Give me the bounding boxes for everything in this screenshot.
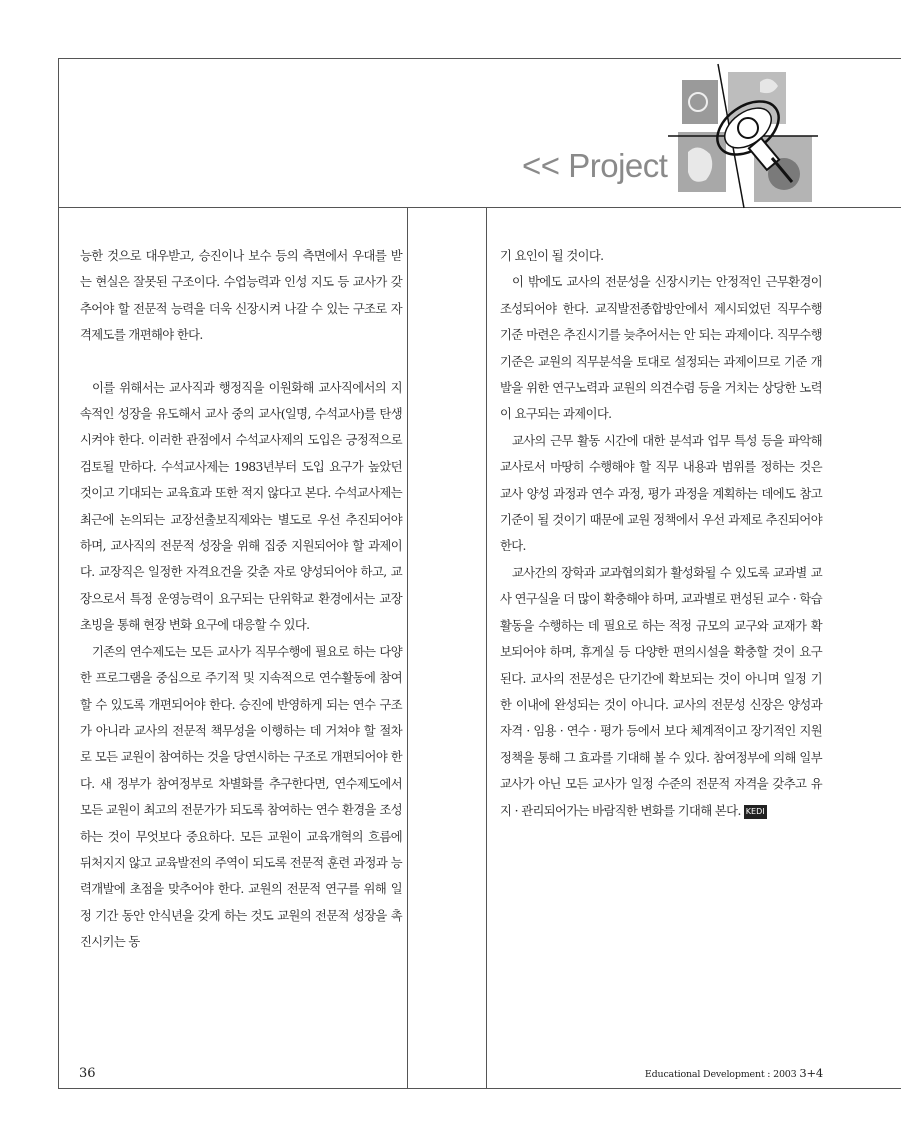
gutter-right-rule (486, 207, 487, 1089)
section-title: << Project (522, 147, 668, 184)
paragraph: 이를 위해서는 교사직과 행정직을 이원화해 교사직에서의 지속적인 성장을 유도해서 교사 중의 교사(일명, 수석교사)를 탄생시켜야 한다. 이러한 관점에서 수석교사제의 도입은 긍정적으로 검토될 만하다. 수석교사제는 1983년부터 도입 요구가 높았던 것이고 기대되는 교육효과 또한 적지 않다고 본다. 수석교사제는 최근에 논의되는 교장선출보직제와는 별도로 우선 추진되어야 하며, 교사직의 전문적 성장을 위해 집중 지원되어야 할 과제이다. 교장직은 일정한 자격요건을 갖춘 자로 양성되어야 하고, 교장으로서 특정 운영능력이 요구되는 단위학교 환경에서는 교장 초빙을 통해 현장 변화 요구에 대응할 수 있다. (80, 380, 402, 633)
left-column (80, 243, 402, 956)
gutter-left-rule (407, 207, 408, 1089)
right-column (500, 243, 822, 824)
page-number: 36 (79, 1066, 96, 1081)
paragraph: 기존의 연수제도는 모든 교사가 직무수행에 필요로 하는 다양한 프로그램을 중심으로 주기적 및 지속적으로 연수활동에 참여할 수 있도록 개편되어야 한다. 승진에 반영하게 되는 연수 구조가 아니라 교사의 전문적 책무성을 이행하는 데 거쳐야 할 절차로 모든 교원이 참여하는 것을 당연시하는 구조로 개편되어야 한다. 새 정부가 참여정부로 차별화를 추구한다면, 연수제도에서 모든 교원이 최고의 전문가가 되도록 참여하는 연수 환경을 조성하는 것이 무엇보다 중요하다. 모든 교원이 교육개혁의 흐름에 뒤처지지 않고 교육발전의 주역이 되도록 전문적 훈련 과정과 능력개발에 초점을 맞추어야 한다. 교원의 전문적 연구를 위해 일정 기간 동안 안식년을 갖게 하는 것도 교원의 전문적 성장을 촉진시키는 동 (80, 644, 402, 950)
kedi-end-mark: KEDI (744, 805, 767, 819)
paragraph (500, 560, 822, 824)
magnifier-collage-icon (668, 62, 818, 210)
paragraph-text: 교사간의 장학과 교과협의회가 활성화될 수 있도록 교과별 교사 연구실을 더 많이 확충해야 하며, 교과별로 편성된 교수 · 학습 활동을 수행하는 데 필요로 하는 적정 규모의 교구와 교재가 확보되어야 하며, 휴게실 등 다양한 편의시설을 확충할 것이 요구된다. 교사의 전문성은 단기간에 확보되는 것이 아니며 일정 기한 이내에 완성되는 것이 아니다. 교사의 전문성 신장은 양성과 자격 · 임용 · 연수 · 평가 등에서 보다 체계적이고 장기적인 지원 정책을 통해 그 효과를 기대해 볼 수 있다. 참여정부에 의해 일부 교사가 아닌 모든 교사가 일정 수준의 전문적 자격을 갖추고 유지 · 관리되어가는 바람직한 변화를 기대해 본다. (500, 565, 822, 818)
paragraph: 교사의 근무 활동 시간에 대한 분석과 업무 특성 등을 파악해 교사로서 마땅히 수행해야 할 직무 내용과 범위를 정하는 것은 교사 양성 과정과 연수 과정, 평가 과정을 계획하는 데에도 참고 기준이 될 것이기 때문에 교원 정책에서 우선 과제로 추진되어야 한다. (500, 433, 822, 554)
paragraph: 이 밖에도 교사의 전문성을 신장시키는 안정적인 근무환경이 조성되어야 한다. 교직발전종합방안에서 제시되었던 직무수행 기준 마련은 추진시기를 늦추어서는 안 되는 과제이다. 직무수행 기준은 교원의 직무분석을 토대로 설정되는 과제이므로 기준 개발을 위한 연구노력과 교원의 의견수렴 등을 거치는 상당한 노력이 요구되는 과제이다. (500, 275, 822, 422)
journal-issue: 3+4 (799, 1066, 823, 1080)
journal-footer (645, 1066, 823, 1080)
journal-name: Educational Development : 2003 (644, 1069, 797, 1080)
paragraph: 능한 것으로 대우받고, 승진이나 보수 등의 측면에서 우대를 받는 현실은 잘못된 구조이다. 수업능력과 인성 지도 등 교사가 갖추어야 할 전문적 능력을 더욱 신장시켜 나갈 수 있는 구조로 자격제도를 개편해야 한다. (80, 249, 402, 343)
paragraph: 기 요인이 될 것이다. (500, 249, 604, 263)
